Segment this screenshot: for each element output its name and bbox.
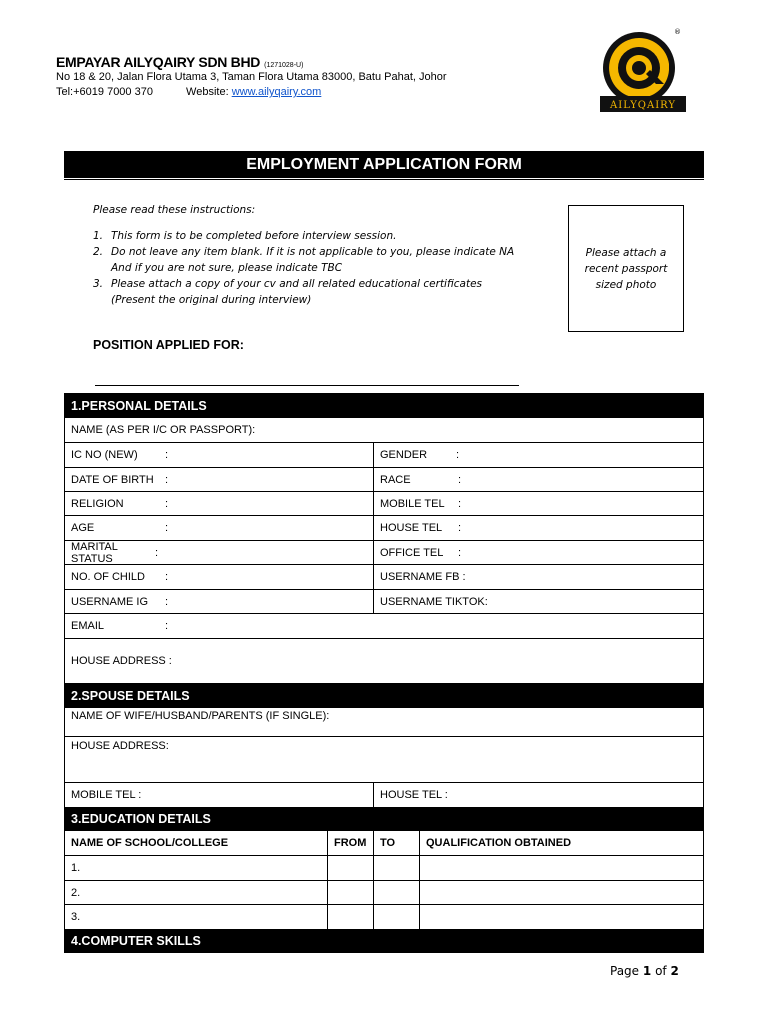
instruction-3-text: Please attach a copy of your cv and all related educational certificates	[111, 278, 483, 290]
education-school-cell[interactable]: 2.	[71, 886, 81, 899]
row-marital-office	[65, 540, 703, 564]
company-logo	[598, 26, 688, 116]
company-address: No 18 & 20, Jalan Flora Utama 3, Taman Flora Utama 83000, Batu Pahat, Johor	[56, 71, 447, 83]
race-field[interactable]: RACE :	[373, 468, 703, 491]
position-applied-line[interactable]	[95, 385, 519, 386]
spouse-mobile-tel-field[interactable]: MOBILE TEL :	[71, 789, 142, 801]
position-applied-label: POSITION APPLIED FOR:	[93, 338, 244, 352]
instruction-1-num: 1.	[93, 230, 104, 242]
application-form-table	[64, 393, 704, 953]
education-from-cell[interactable]	[327, 881, 373, 904]
spouse-house-tel-field[interactable]: HOUSE TEL :	[373, 783, 703, 807]
instruction-2-text: Do not leave any item blank. If it is not applicable to you, please indicate NA	[111, 246, 515, 258]
page-number: Page 1 of 2	[610, 964, 679, 978]
col-qualification: QUALIFICATION OBTAINED	[419, 831, 703, 855]
row-age-housetel	[65, 515, 703, 540]
row-email	[65, 613, 703, 638]
education-row	[65, 904, 703, 929]
row-ig-tiktok	[65, 589, 703, 613]
company-contact: Tel:+6019 7000 370 Website: www.ailyqairy.com	[56, 86, 322, 98]
section-education-details: 3.EDUCATION DETAILS	[65, 807, 703, 831]
education-school-cell[interactable]: 1.	[71, 862, 81, 874]
col-school: NAME OF SCHOOL/COLLEGE	[71, 837, 229, 849]
row-dob-race	[65, 467, 703, 491]
row-child-fb	[65, 564, 703, 589]
spouse-house-address-field[interactable]: HOUSE ADDRESS:	[71, 740, 169, 752]
col-to: TO	[373, 831, 419, 855]
marital-status-field[interactable]: MARITAL STATUS :	[71, 540, 159, 565]
education-to-cell[interactable]	[373, 881, 419, 904]
education-row	[65, 880, 703, 904]
house-address-field[interactable]: HOUSE ADDRESS :	[71, 655, 172, 667]
row-spouse-address	[65, 736, 703, 782]
house-tel-field[interactable]: HOUSE TEL :	[373, 516, 703, 540]
name-field[interactable]: NAME (AS PER I/C OR PASSPORT):	[71, 424, 256, 436]
logo-text: AILYQAIRY	[610, 100, 676, 111]
section-spouse-details: 2.SPOUSE DETAILS	[65, 683, 703, 708]
instruction-3-text-line2: (Present the original during interview)	[111, 294, 312, 306]
education-school-cell[interactable]: 3.	[71, 911, 81, 923]
education-qualification-cell[interactable]	[419, 856, 703, 880]
username-ig-field[interactable]: USERNAME IG :	[71, 595, 169, 608]
company-name: EMPAYAR AILYQAIRY SDN BHD (1271028-U)	[56, 54, 304, 70]
row-religion-mobile	[65, 491, 703, 515]
company-registration: (1271028-U)	[264, 62, 304, 69]
office-tel-field[interactable]: OFFICE TEL :	[373, 541, 703, 564]
registered-mark: ®	[674, 28, 681, 36]
date-of-birth-field[interactable]: DATE OF BIRTH :	[71, 473, 169, 486]
instruction-2-num: 2.	[93, 246, 104, 258]
passport-photo-box[interactable]	[568, 205, 684, 332]
website-link[interactable]: www.ailyqairy.com	[231, 86, 322, 98]
title-underline	[64, 179, 704, 180]
ic-no-field[interactable]: IC NO (NEW) :	[71, 449, 169, 461]
instruction-3-num: 3.	[93, 278, 104, 290]
education-to-cell[interactable]	[373, 856, 419, 880]
instruction-1-text: This form is to be completed before interview session.	[111, 230, 397, 242]
photo-box-text: Please attach a recent passport sized photo	[584, 246, 668, 291]
gender-field[interactable]: GENDER :	[373, 443, 703, 467]
instructions-heading: Please read these instructions:	[93, 204, 256, 216]
form-title: EMPLOYMENT APPLICATION FORM	[64, 151, 704, 178]
row-ic-gender	[65, 442, 703, 467]
row-name	[65, 418, 703, 442]
section-computer-skills: 4.COMPUTER SKILLS	[65, 929, 703, 952]
spouse-name-field[interactable]: NAME OF WIFE/HUSBAND/PARENTS (IF SINGLE):	[71, 710, 330, 722]
education-row	[65, 855, 703, 880]
education-qualification-cell[interactable]	[419, 905, 703, 929]
no-of-child-field[interactable]: NO. OF CHILD :	[71, 571, 169, 583]
instruction-2-text-line2: And if you are not sure, please indicate TBC	[111, 262, 343, 274]
section-personal-details: 1.PERSONAL DETAILS	[65, 394, 703, 418]
mobile-tel-field[interactable]: MOBILE TEL :	[373, 492, 703, 515]
religion-field[interactable]: RELIGION :	[71, 497, 169, 510]
row-house-address	[65, 638, 703, 683]
username-tiktok-field[interactable]: USERNAME TIKTOK:	[373, 590, 703, 613]
age-field[interactable]: AGE :	[71, 522, 169, 534]
col-from: FROM	[327, 831, 373, 855]
username-fb-field[interactable]: USERNAME FB :	[373, 565, 703, 589]
email-field[interactable]: EMAIL :	[71, 620, 169, 632]
education-qualification-cell[interactable]	[419, 881, 703, 904]
education-to-cell[interactable]	[373, 905, 419, 929]
education-header-row	[65, 831, 703, 855]
education-from-cell[interactable]	[327, 905, 373, 929]
row-spouse-tel	[65, 782, 703, 807]
education-from-cell[interactable]	[327, 856, 373, 880]
row-spouse-name	[65, 708, 703, 736]
company-tel: +6019 7000 370	[73, 86, 153, 98]
